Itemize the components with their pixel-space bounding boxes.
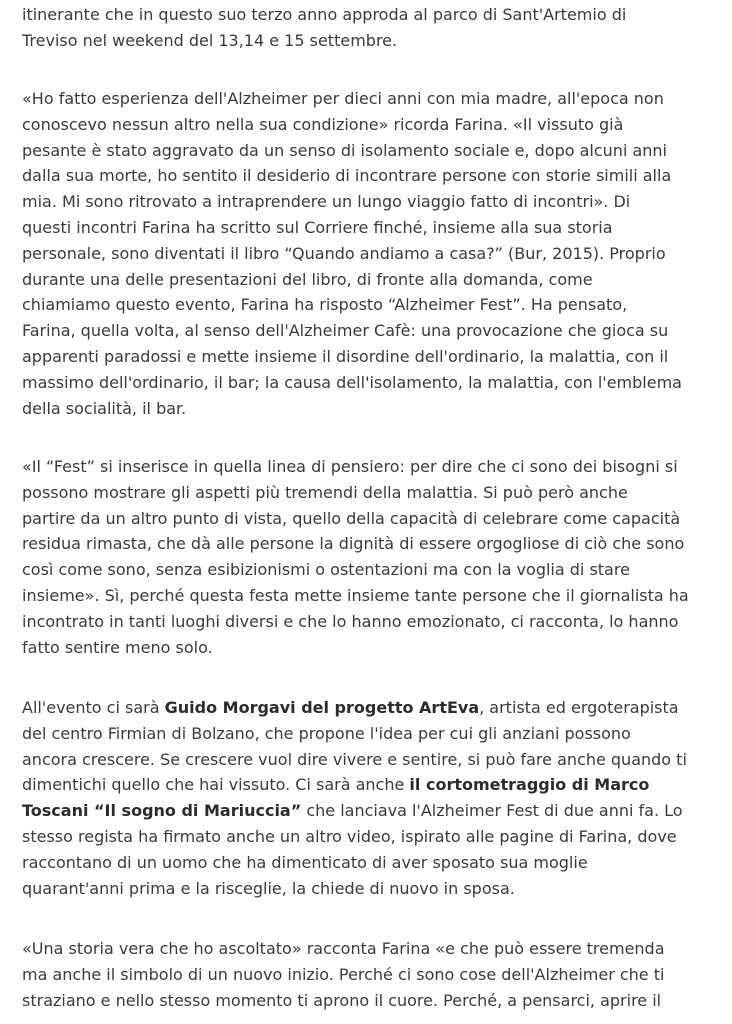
text-line: [22, 798, 687, 824]
text-line: residua rimasta, che dà alle persone la dignità di essere orgogliose di ciò che sono: [22, 534, 685, 554]
paragraph-true-story: [22, 936, 665, 1013]
paragraph-fest-meaning: [22, 454, 689, 660]
text-line: Treviso nel weekend del 13,14 e 15 settembre.: [22, 30, 398, 50]
text-line: conoscevo nessun altro nella sua condizione» ricorda Farina. «Il vissuto già: [22, 114, 624, 134]
bold-film-title: il cortometraggio di Marco: [409, 775, 650, 795]
text-line: dalla sua morte, ho sentito il desiderio di incontrare persone con storie simili alla: [22, 166, 672, 186]
text-line: incontrato in tanti luoghi diversi e che lo hanno emozionato, ci racconta, lo hanno: [22, 611, 679, 631]
text-line: pesante è stato aggravato da un senso di isolamento sociale e, dopo alcuni anni: [22, 140, 667, 160]
text-line: partire da un altro punto di vista, quello della capacità di celebrare come capacità: [22, 508, 681, 528]
text-line: raccontano di un uomo che ha dimenticato di aver sposato sua moglie: [22, 852, 588, 872]
paragraph-intro-end: [22, 2, 626, 54]
paragraph-event-guests: [22, 695, 687, 901]
text-line: itinerante che in questo suo terzo anno approda al parco di Sant'Artemio di: [22, 5, 627, 24]
text-line: così come sono, senza esibizionismi o ostentazioni ma con la voglia di stare: [22, 560, 630, 580]
text-line: questi incontri Farina ha scritto sul Corriere finché, insieme alla sua storia: [22, 217, 613, 237]
text-line: Farina, quella volta, al senso dell'Alzheimer Cafè: una provocazione che gioca su: [22, 321, 669, 341]
text-line: durante una delle presentazioni del libro, di fronte alla domanda, come: [22, 269, 593, 289]
text-line: [22, 695, 687, 721]
paragraph-farina-experience: [22, 86, 682, 421]
bold-film-title-cont: Toscani “Il sogno di Mariuccia”: [22, 801, 302, 821]
text-run: dimentichi quello che hai vissuto. Ci sarà anche: [22, 775, 410, 795]
text-line: insieme». Sì, perché questa festa mette insieme tante persone che il giornalista ha: [22, 585, 689, 605]
bold-guest-name: Guido Morgavi del progetto ArtEva: [164, 698, 480, 717]
text-line: «Una storia vera che ho ascoltato» racconta Farina «e che può essere tremenda: [22, 939, 665, 958]
text-line: chiamiamo questo evento, Farina ha risposto “Alzheimer Fest”. Ha pensato,: [22, 295, 628, 315]
text-line: della socialità, il bar.: [22, 398, 187, 418]
text-line: mia. Mi sono ritrovato a intraprendere un lungo viaggio fatto di incontri». Di: [22, 192, 631, 212]
text-line: quarant'anni prima e la risceglie, la chiede di nuovo in sposa.: [22, 878, 515, 898]
text-line: apparenti paradossi e mette insieme il disordine dell'ordinario, la malattia, con il: [22, 346, 669, 366]
text-line: stesso regista ha firmato anche un altro video, ispirato alle pagine di Farina, dove: [22, 826, 677, 846]
text-run: All'evento ci sarà: [22, 698, 165, 717]
text-run: , artista ed ergoterapista: [479, 698, 679, 717]
text-line: [22, 772, 687, 798]
text-line: massimo dell'ordinario, il bar; la causa dell'isolamento, la malattia, con l'emblema: [22, 372, 682, 392]
text-line: possono mostrare gli aspetti più tremendi della malattia. Si può però anche: [22, 482, 628, 502]
text-line: ancora crescere. Se crescere vuol dire vivere e sentire, si può fare anche quando ti: [22, 749, 687, 769]
text-line: fatto sentire meno solo.: [22, 637, 213, 657]
text-run: che lanciava l'Alzheimer Fest di due anni fa. Lo: [301, 801, 683, 821]
text-line: straziano e nello stesso momento ti aprono il cuore. Perché, a pensarci, aprire il: [22, 990, 662, 1010]
text-line: ma anche il simbolo di un nuovo inizio. Perché ci sono cose dell'Alzheimer che ti: [22, 964, 665, 984]
text-line: personale, sono diventati il libro “Quando andiamo a casa?” (Bur, 2015). Proprio: [22, 243, 666, 263]
text-line: del centro Firmian di Bolzano, che propone l'idea per cui gli anziani possono: [22, 723, 631, 743]
text-line: «Il “Fest” si inserisce in quella linea di pensiero: per dire che ci sono dei bisogni si: [22, 457, 678, 476]
text-line: «Ho fatto esperienza dell'Alzheimer per dieci anni con mia madre, all'epoca non: [22, 89, 664, 108]
